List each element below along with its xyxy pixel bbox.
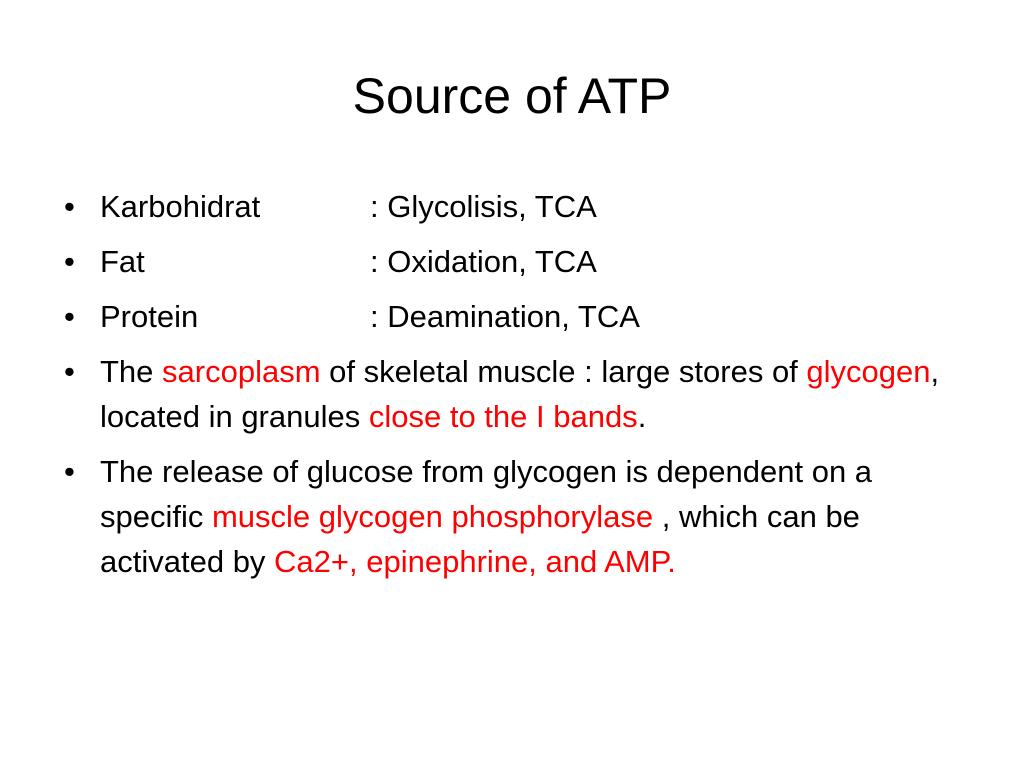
bullet-text: The release of glucose from glycogen is dependent on a specific [100, 454, 873, 534]
source-term: Fat [100, 244, 145, 279]
bullet-icon: • [64, 299, 75, 334]
bullet-list [60, 184, 980, 594]
bullet-item-sarcoplasm [60, 349, 980, 439]
bullet-icon: • [64, 244, 75, 279]
highlight-sarcoplasm: sarcoplasm [162, 354, 321, 389]
highlight-glycogen: glycogen [806, 354, 931, 389]
bullet-item-protein [60, 294, 980, 339]
source-description: : Deamination, TCA [370, 299, 640, 334]
bullet-item-fat [60, 239, 980, 284]
source-term: Karbohidrat [100, 189, 261, 224]
bullet-icon: • [64, 189, 75, 224]
bullet-icon: • [64, 354, 75, 389]
bullet-text: of skeletal muscle : large stores of [320, 354, 807, 389]
highlight-activators: Ca2+, epinephrine, and AMP. [274, 544, 676, 579]
source-description: : Oxidation, TCA [370, 244, 597, 279]
bullet-item-glucose-release [60, 449, 980, 584]
bullet-text: , which can be activated by [100, 499, 860, 579]
source-description: : Glycolisis, TCA [370, 189, 597, 224]
bullet-text: , located in granules [100, 354, 940, 434]
highlight-phosphorylase: muscle glycogen phosphorylase [211, 499, 654, 534]
bullet-icon: • [64, 454, 75, 489]
bullet-item-karbohidrat [60, 184, 980, 229]
highlight-i-bands: close to the I bands [368, 399, 638, 434]
slide-title: Source of ATP [352, 68, 672, 124]
bullet-text: The [100, 354, 163, 389]
source-term: Protein [100, 299, 199, 334]
bullet-text: . [637, 399, 647, 434]
